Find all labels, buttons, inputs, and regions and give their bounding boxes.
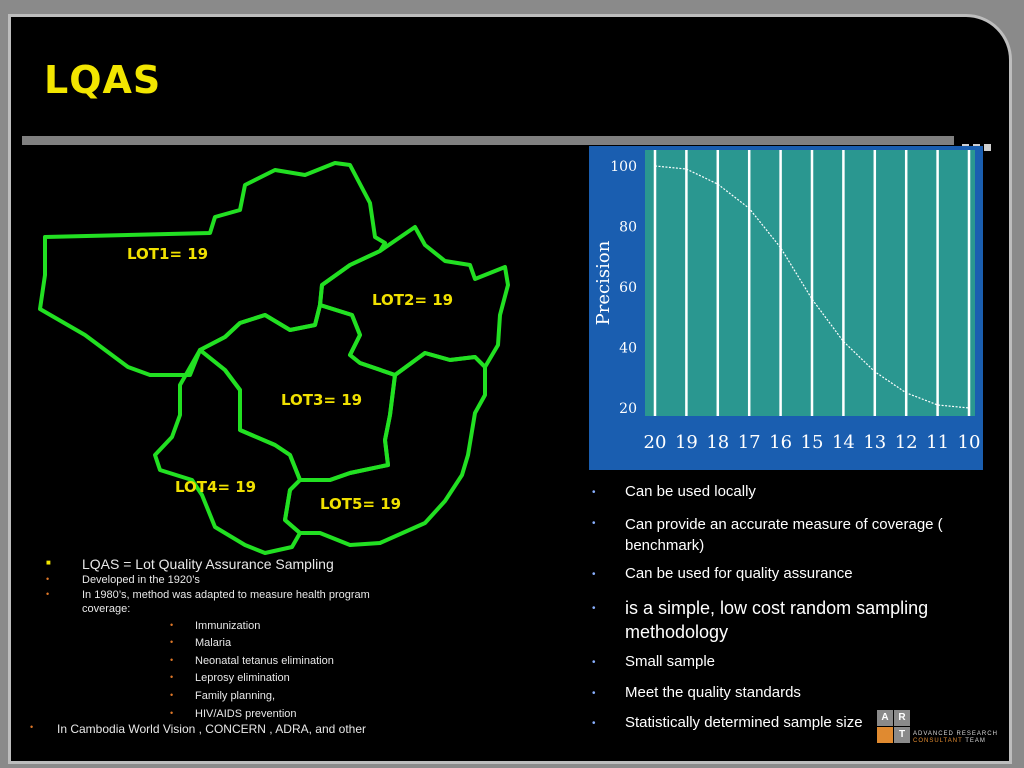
logo-orange-square [877, 727, 893, 743]
x-tick-label: 10 [957, 432, 981, 453]
dot-bullet-icon: • [592, 657, 596, 668]
logo-line-1: ADVANCED RESEARCH [913, 731, 998, 737]
logo-letter-r: R [894, 710, 910, 726]
x-tick-label: 19 [674, 432, 698, 453]
x-tick-label: 18 [706, 432, 730, 453]
y-tick-label: 100 [610, 159, 637, 175]
square-bullet-icon: ■ [46, 558, 51, 567]
dot-bullet-icon: • [170, 620, 174, 630]
chart-svg [589, 146, 983, 470]
x-tick-label: 20 [643, 432, 667, 453]
x-tick-label: 17 [737, 432, 761, 453]
plot-area [645, 150, 975, 416]
y-axis-label: Precision [593, 240, 614, 326]
lot5-region [285, 353, 485, 545]
y-tick-label: 20 [619, 401, 637, 417]
dot-bullet-icon: • [46, 589, 50, 599]
dot-bullet-icon: • [30, 722, 34, 732]
x-tick-label: 13 [863, 432, 887, 453]
dot-bullet-icon: • [170, 637, 174, 647]
lot4-label: LOT4= 19 [175, 478, 257, 496]
precision-chart [589, 146, 983, 470]
x-tick-label: 11 [926, 432, 950, 453]
dot-bullet-icon: • [592, 603, 596, 614]
x-tick-label: 16 [769, 432, 793, 453]
map-outline [30, 155, 530, 565]
lot2-label: LOT2= 19 [372, 291, 454, 309]
y-tick-label: 60 [619, 280, 637, 296]
logo-letter-t: T [894, 727, 910, 743]
lot4-region [155, 350, 300, 553]
dot-bullet-icon: • [170, 655, 174, 665]
logo-line-2: CONSULTANT TEAM [913, 738, 986, 744]
dot-bullet-icon: • [592, 718, 596, 729]
dot-bullet-icon: • [170, 690, 174, 700]
logo-letter-a: A [877, 710, 893, 726]
dot-bullet-icon: • [170, 672, 174, 682]
dot-bullet-icon: • [592, 518, 596, 529]
y-tick-label: 40 [619, 340, 637, 357]
slide-title: LQAS [44, 58, 162, 102]
x-tick-label: 12 [894, 432, 918, 453]
x-tick-label: 14 [831, 432, 855, 453]
lot3-label: LOT3= 19 [281, 391, 363, 409]
dot-bullet-icon: • [46, 574, 50, 584]
dot-bullet-icon: • [170, 708, 174, 718]
lot-map [30, 155, 530, 565]
x-tick-label: 15 [800, 432, 824, 453]
dot-bullet-icon: • [592, 487, 596, 498]
dot-bullet-icon: • [592, 688, 596, 699]
y-tick-label: 80 [619, 219, 637, 236]
dot-bullet-icon: • [592, 569, 596, 580]
lot5-label: LOT5= 19 [320, 495, 402, 513]
lot1-label: LOT1= 19 [127, 245, 209, 263]
title-divider [22, 136, 954, 145]
